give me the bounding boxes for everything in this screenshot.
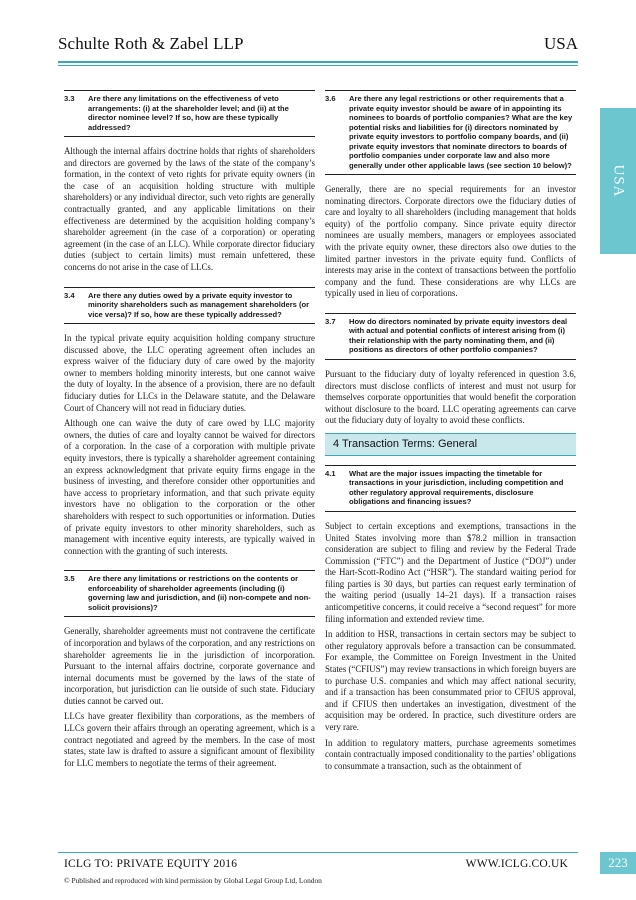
- page-number: 223: [600, 852, 636, 874]
- question-number: 3.7: [325, 316, 336, 326]
- answer-paragraph: Although the internal affairs doctrine holds that rights of shareholders and directors are governed by the laws of the state of the company’s formation, in the context of veto rights for private equity owners (in the case of an acquisition holding structure with multiple shareholders) or any individual director, such veto rights are generally contractually granted, and any applicable limitations on their effectiveness are determined by the acquisition holding company’s shareholder agreement (in the case of a corporation) or operating agreement (in the case of an LLC). While corporate director fiduciary duties (subject to certain limits) must remain unfettered, these concerns do not arise in the case of LLCs.: [64, 146, 315, 272]
- question-number: 4.1: [325, 468, 336, 478]
- question-number: 3.3: [64, 94, 75, 103]
- question-3-6: [325, 90, 576, 175]
- footer-rule: [58, 852, 578, 853]
- answer-paragraph: In addition to regulatory matters, purchase agreements sometimes contain contractually imposed conditionality to the parties’ obligations to consummate a transaction, such as the obtainment of: [325, 737, 576, 771]
- answer-paragraph: LLCs have greater flexibility than corporations, as the members of LLCs govern their affairs through an operating agreement, which is a contract negotiated and agreed by the members. In the case of most states, state law is drafted to assure a significant amount of flexibility for LLC members to negotiate the terms of their agreement.: [64, 711, 315, 768]
- question-title: Are there any limitations or restrictions on the contents or enforceability of shareholder agreements (including (i) governing law and jurisdiction, and (ii) non-compete and non-solicit provisions)?: [88, 574, 311, 612]
- question-title: Are there any limitations on the effectiveness of veto arrangements: (i) at the shareholder level; and (ii) at the director nominee level? If so, how are these typically addressed?: [88, 94, 289, 132]
- right-column: [325, 90, 576, 776]
- page-header: [58, 34, 578, 60]
- question-3-3: [64, 90, 315, 137]
- question-4-1: [325, 465, 576, 512]
- answer-paragraph: Pursuant to the fiduciary duty of loyalty referenced in question 3.6, directors must disclose conflicts of interest and must not usurp for themselves corporate opportunities that would benefit the corporation without disclosure to the board. LLC operating agreements can carve out the fiduciary duty of loyalty to avoid these conflicts.: [325, 368, 576, 426]
- question-title: Are there any duties owed by a private equity investor to minority shareholders such as management shareholders (or vice versa)? If so, how are these typically addressed?: [88, 290, 310, 319]
- publication-title: ICLG TO: PRIVATE EQUITY 2016: [64, 858, 238, 870]
- question-number: 3.6: [325, 94, 336, 103]
- answer-paragraph: Although one can waive the duty of care owed by LLC majority owners, the duties of care and loyalty cannot be waived for directors of a corporation. In the case of a corporation with multiple private equity investors, there is typically a shareholder agreement containing an express acknowledgment that private equity firms engage in the business of investing, and therefore consider other opportunities and have access to proprietary information, and that such private equity investors have no obligation to the corporation or the other shareholders with respect to such opportunities or information. Duties of private equity investors to other minority shareholders, such as management with incentive equity interests, are typically waived in connection with the granting of such interests.: [64, 418, 315, 556]
- answer-paragraph: Subject to certain exceptions and exemptions, transactions in the United States involving more than $78.2 million in transaction consideration are subject to filing and review by the Federal Trade Commission (“FTC”) and the Department of Justice (“DOJ”) under the Hart-Scott-Rodino Act (“HSR”). The standard waiting period for filing parties is 30 days, but parties can request early termination of the waiting period (usually 14–21 days). If a transaction raises anticompetitive concerns, it could receive a “second request” for more filing information and extended review time.: [325, 520, 576, 624]
- question-title: Are there any legal restrictions or other requirements that a private equity investor should be aware of in appointing its nominees to boards of portfolio companies? What are the key potential risks and liabilities for (i) directors nominated by private equity investors to portfolio company boards, and (ii) private equity investors that nominate directors to boards of portfolio companies under corporate law and also more generally under other applicable laws (see section 10 below)?: [349, 94, 573, 170]
- answer-paragraph: In addition to HSR, transactions in certain sectors may be subject to other regulatory approvals before a transaction can be consummated. For example, the Committee on Foreign Investment in the United States (“CFIUS”) may review transactions in which foreign buyers are to purchase U.S. companies and which may affect national security, and if a transaction has been consummated prior to CFIUS approval, and if CFIUS then undertakes an investigation, divestment of the acquisition may be ordered. In practice, such divestiture orders are very rare.: [325, 629, 576, 732]
- copyright-notice: © Published and reproduced with kind permission by Global Legal Group Ltd, London: [64, 876, 322, 885]
- answer-paragraph: In the typical private equity acquisition holding company structure discussed above, the LLC operating agreement often includes an express waiver of the fiduciary duty of care owed by the majority owner to members holding minority interests, but one cannot waive the duty of loyalty. In the absence of a provision, there are no default fiduciary duties for LLCs in the Delaware statute, and the Delaware Court of Chancery will not read in fiduciary duties.: [64, 333, 315, 413]
- header-rule-thin: [58, 65, 578, 66]
- answer-paragraph: Generally, shareholder agreements must not contravene the certificate of incorporation and bylaws of the corporation, and any restrictions on shareholder agreements lie in the jurisdiction of incorporation. Pursuant to the internal affairs doctrine, corporate governance and internal documents must be governed by the laws of the state of incorporation, but jurisdiction can lie outside of such state. Fiduciary duties cannot be carved out.: [64, 626, 315, 706]
- question-title: How do directors nominated by private equity investors deal with actual and potential conflicts of interest arising from (i) their relationship with the party nominating them, and (ii) positions as directors of other portfolio companies?: [349, 316, 568, 355]
- question-3-7: [325, 313, 576, 360]
- left-column: [64, 90, 315, 773]
- header-rule: [58, 61, 578, 63]
- question-title: What are the major issues impacting the timetable for transactions in your jurisdiction, including competition and other regulatory approval requirements, disclosure obligations and financing issues?: [349, 468, 564, 507]
- question-number: 3.4: [64, 290, 75, 300]
- answer-paragraph: Generally, there are no special requirements for an investor nominating directors. Corporate directors owe the fiduciary duties of care and loyalty to all shareholders (including management that holds equity) of the portfolio company. Since private equity director nominees are usually members, managers or employees associated with the private equity owner, these directors also owe duties to the limited partner investors in the private equity fund. Conflicts of interests may arise in the context of transactions between the portfolio company and the fund. These considerations are why LLCs are typically used in lieu of corporations.: [325, 184, 576, 299]
- website-link[interactable]: WWW.ICLG.CO.UK: [465, 858, 568, 870]
- country-label: USA: [543, 34, 578, 53]
- firm-name: Schulte Roth & Zabel LLP: [58, 34, 244, 53]
- country-side-tab: [600, 108, 636, 254]
- question-3-5: [64, 570, 315, 617]
- question-3-4: [64, 287, 315, 325]
- section-title: 4 Transaction Terms: General: [333, 437, 478, 450]
- side-tab-label: USA: [610, 164, 627, 198]
- question-number: 3.5: [64, 574, 75, 584]
- section-heading-4: [325, 433, 576, 456]
